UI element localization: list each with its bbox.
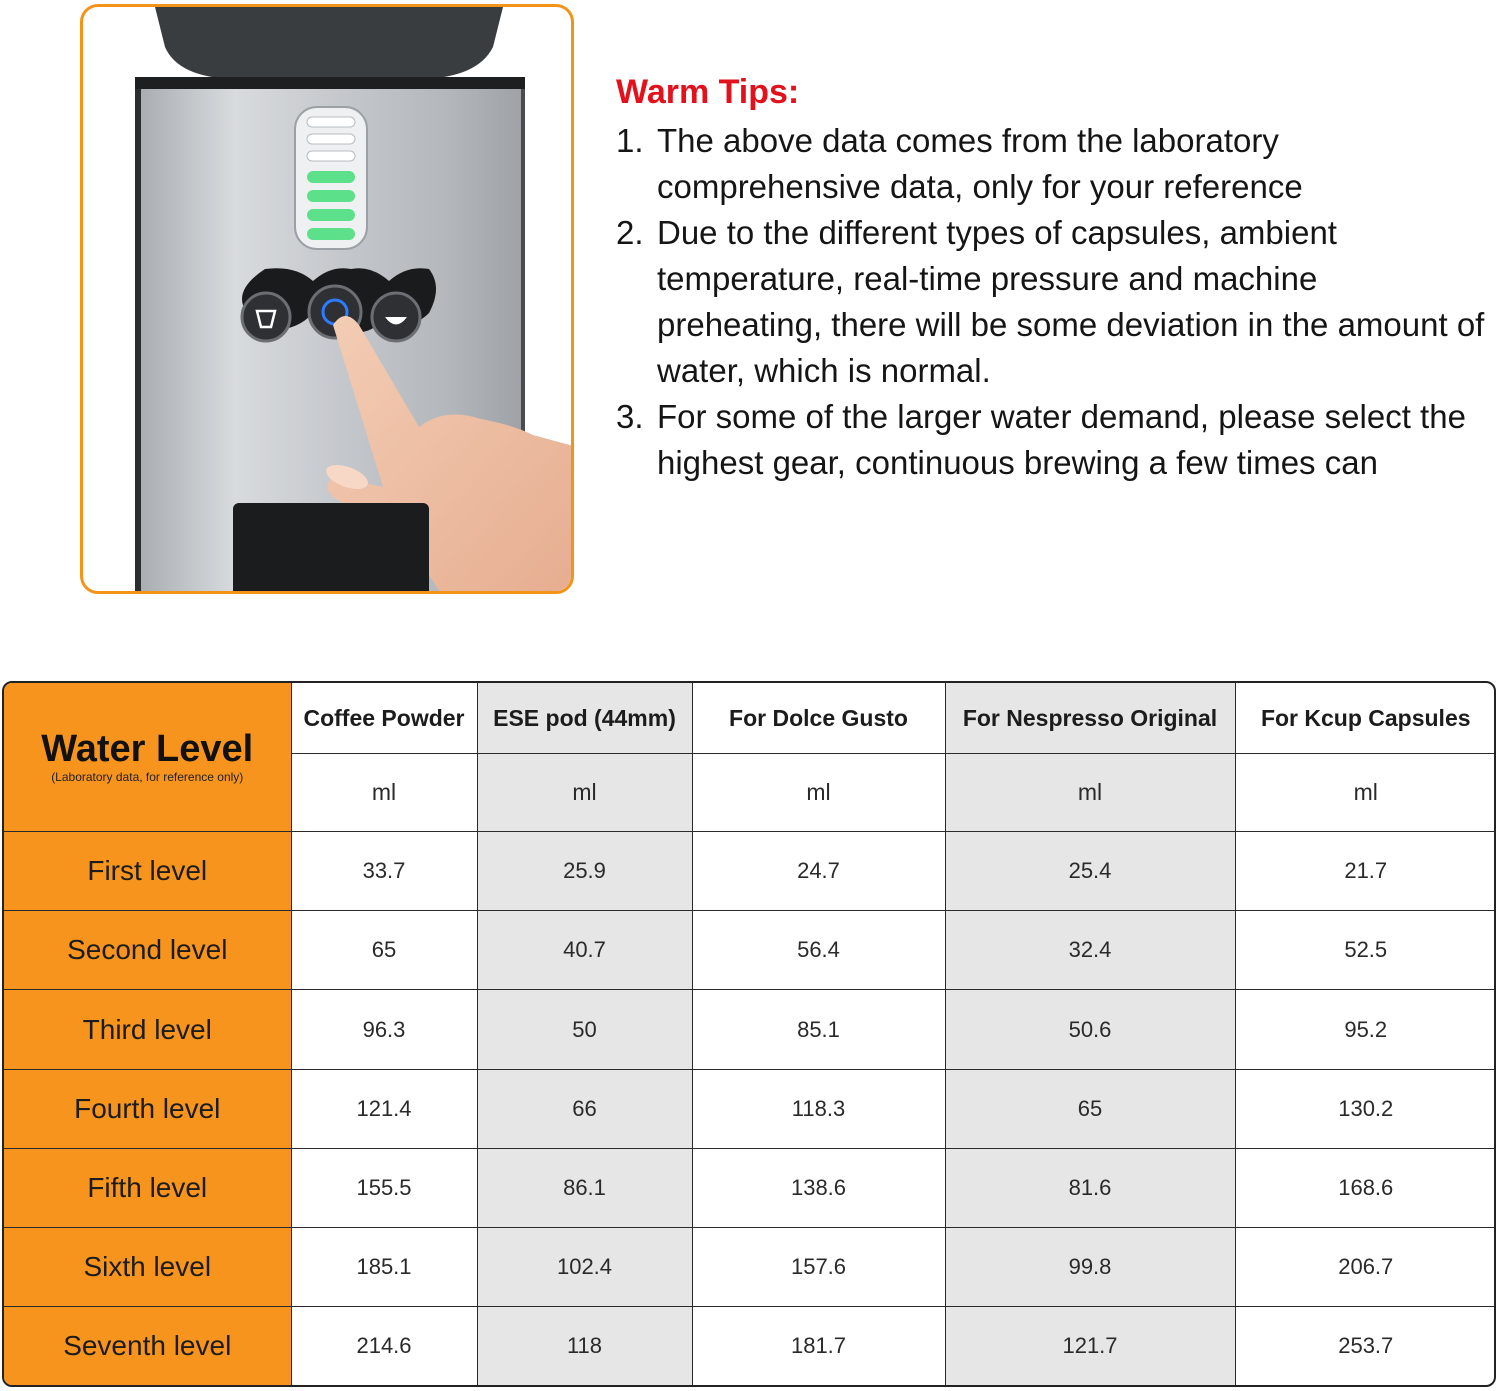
level-label: Second level — [4, 911, 291, 990]
value-cell: 214.6 — [291, 1307, 477, 1385]
value-cell: 32.4 — [945, 911, 1235, 990]
value-cell: 56.4 — [692, 911, 945, 990]
tip-item — [616, 118, 1486, 210]
value-cell: 121.7 — [945, 1307, 1235, 1385]
value-cell: 40.7 — [477, 911, 692, 990]
level-label: Fifth level — [4, 1148, 291, 1227]
table-row — [4, 990, 1496, 1069]
table-row — [4, 1307, 1496, 1385]
unit-cell: ml — [692, 754, 945, 832]
value-cell: 181.7 — [692, 1307, 945, 1385]
table-row — [4, 1069, 1496, 1148]
table-title: Water Level — [41, 728, 254, 770]
table-subtitle: (Laboratory data, for reference only) — [51, 770, 244, 784]
tip-item — [616, 394, 1486, 486]
table-row — [4, 1228, 1496, 1307]
value-cell: 81.6 — [945, 1148, 1235, 1227]
value-cell: 85.1 — [692, 990, 945, 1069]
value-cell: 25.9 — [477, 832, 692, 911]
tip-text: Due to the different types of capsules, ambient temperature, real-time pressure and machine preheating, there will be some deviation in the amount of water, which is normal. — [657, 214, 1485, 389]
column-header: For Nespresso Original — [945, 683, 1235, 754]
value-cell: 185.1 — [291, 1228, 477, 1307]
water-level-table — [2, 681, 1496, 1387]
value-cell: 118.3 — [692, 1069, 945, 1148]
value-cell: 102.4 — [477, 1228, 692, 1307]
level-label: Sixth level — [4, 1228, 291, 1307]
value-cell: 24.7 — [692, 832, 945, 911]
tip-number: 3. — [616, 398, 644, 435]
value-cell: 157.6 — [692, 1228, 945, 1307]
value-cell: 118 — [477, 1307, 692, 1385]
column-header: For Dolce Gusto — [692, 683, 945, 754]
level-label: Seventh level — [4, 1307, 291, 1385]
value-cell: 65 — [291, 911, 477, 990]
level-label: First level — [4, 832, 291, 911]
level-label: Fourth level — [4, 1069, 291, 1148]
value-cell: 21.7 — [1235, 832, 1496, 911]
tip-number: 2. — [616, 214, 644, 251]
value-cell: 99.8 — [945, 1228, 1235, 1307]
warm-tips — [616, 70, 1486, 486]
value-cell: 96.3 — [291, 990, 477, 1069]
tips-title: Warm Tips: — [616, 73, 800, 111]
value-cell: 121.4 — [291, 1069, 477, 1148]
column-header: ESE pod (44mm) — [477, 683, 692, 754]
value-cell: 66 — [477, 1069, 692, 1148]
column-header: For Kcup Capsules — [1235, 683, 1496, 754]
tips-list — [616, 118, 1486, 486]
unit-cell: ml — [477, 754, 692, 832]
value-cell: 86.1 — [477, 1148, 692, 1227]
value-cell: 52.5 — [1235, 911, 1496, 990]
unit-cell: ml — [291, 754, 477, 832]
table-row — [4, 1148, 1496, 1227]
unit-cell: ml — [945, 754, 1235, 832]
level-label: Third level — [4, 990, 291, 1069]
data-table — [4, 683, 1496, 1385]
product-photo — [80, 4, 574, 594]
tip-text: The above data comes from the laboratory comprehensive data, only for your reference — [657, 122, 1303, 205]
tip-number: 1. — [616, 122, 644, 159]
descale-button — [242, 293, 290, 341]
value-cell: 33.7 — [291, 832, 477, 911]
table-title-cell — [4, 683, 291, 832]
value-cell: 138.6 — [692, 1148, 945, 1227]
value-cell: 25.4 — [945, 832, 1235, 911]
machine-illustration — [83, 7, 574, 594]
unit-cell: ml — [1235, 754, 1496, 832]
table-row — [4, 832, 1496, 911]
tip-text: For some of the larger water demand, please select the highest gear, continuous brewing a few times can — [657, 398, 1466, 481]
value-cell: 95.2 — [1235, 990, 1496, 1069]
value-cell: 168.6 — [1235, 1148, 1496, 1227]
column-header: Coffee Powder — [291, 683, 477, 754]
tip-item — [616, 210, 1486, 394]
value-cell: 50.6 — [945, 990, 1235, 1069]
table-row — [4, 911, 1496, 990]
value-cell: 155.5 — [291, 1148, 477, 1227]
value-cell: 130.2 — [1235, 1069, 1496, 1148]
value-cell: 50 — [477, 990, 692, 1069]
value-cell: 206.7 — [1235, 1228, 1496, 1307]
value-cell: 253.7 — [1235, 1307, 1496, 1385]
value-cell: 65 — [945, 1069, 1235, 1148]
